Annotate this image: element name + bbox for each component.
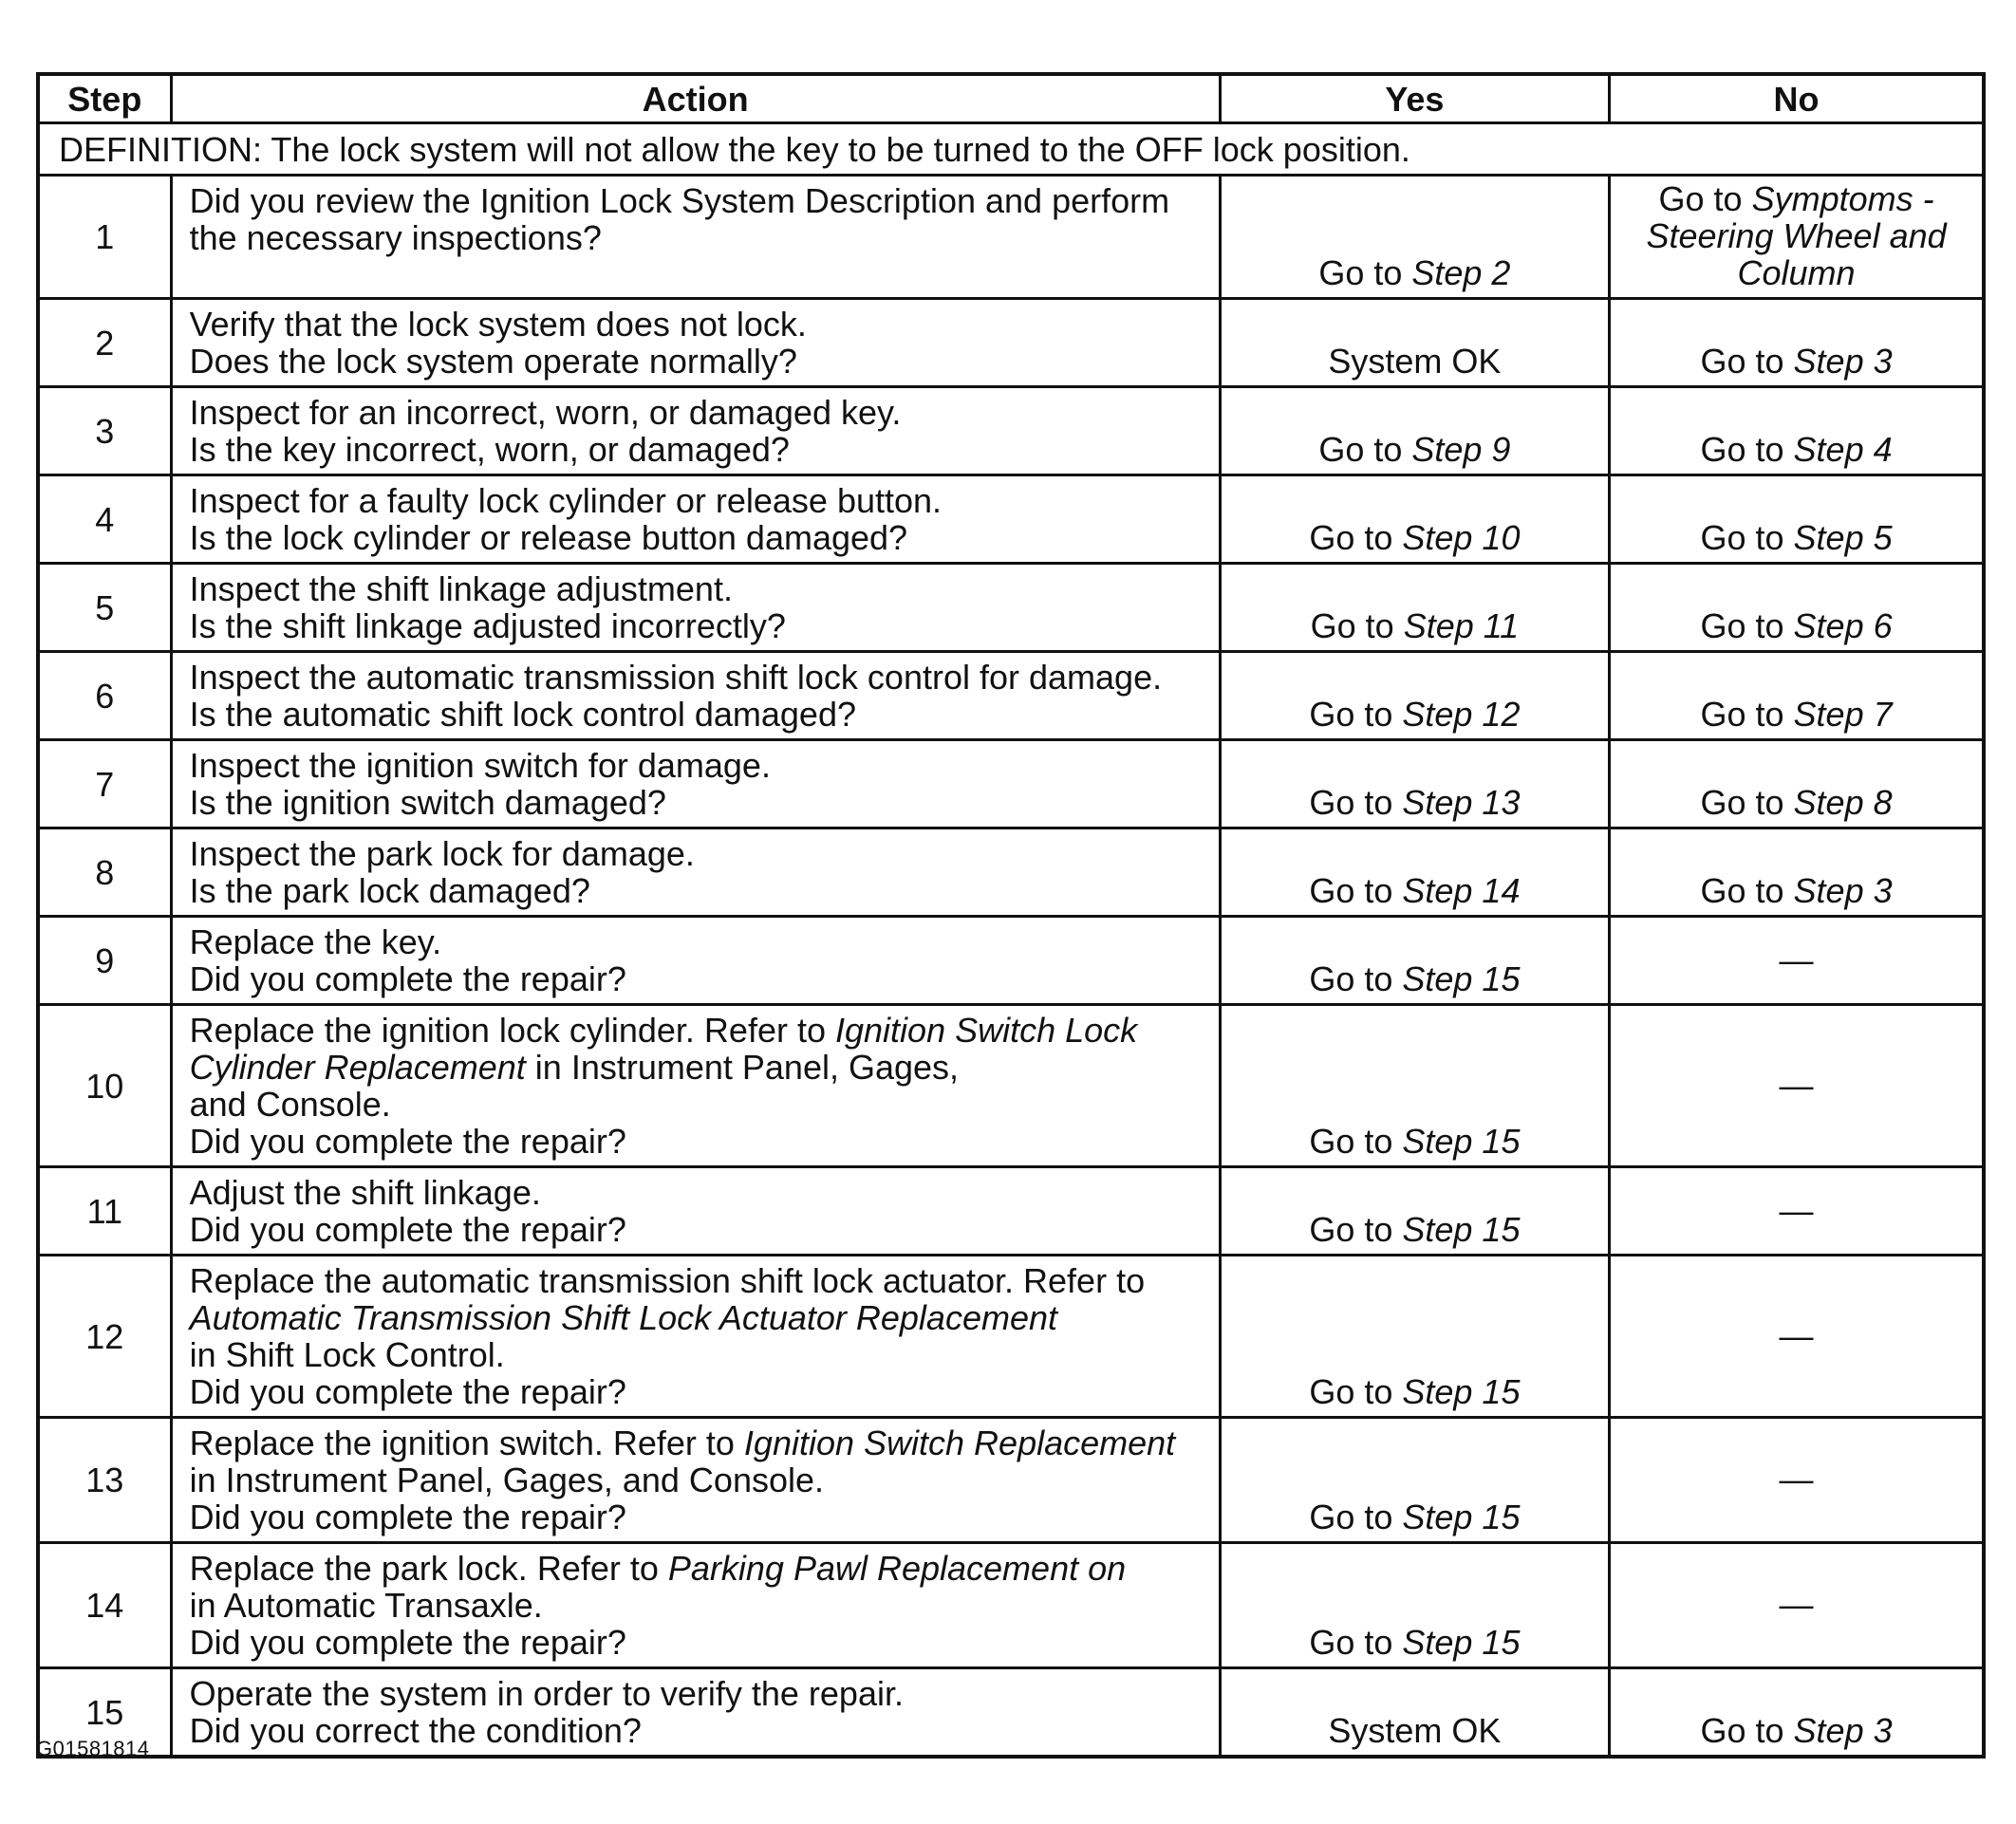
text-segment: —	[1779, 1315, 1814, 1355]
table-row	[38, 1005, 1984, 1167]
table-row	[38, 1167, 1984, 1256]
table-row	[38, 1418, 1984, 1543]
text-segment: Go to	[1700, 430, 1794, 469]
no-cell	[1610, 1543, 1984, 1668]
action-line	[190, 923, 1211, 960]
no-line	[1618, 217, 1974, 254]
step-number: 10	[38, 1005, 171, 1167]
action-line	[190, 1550, 1211, 1587]
no-line	[1618, 872, 1974, 909]
action-line	[190, 1299, 1211, 1336]
no-line	[1618, 607, 1974, 644]
no-cell	[1610, 475, 1984, 564]
yes-cell	[1220, 1005, 1609, 1167]
yes-cell	[1220, 1668, 1609, 1758]
yes-line	[1229, 960, 1600, 997]
text-segment: Go to	[1700, 695, 1794, 734]
action-line	[190, 1012, 1211, 1049]
no-line	[1618, 1712, 1974, 1749]
text-segment: Inspect for a faulty lock cylinder or release button.	[189, 481, 943, 520]
no-line	[1618, 254, 1974, 291]
text-segment: Did you complete the repair?	[189, 1372, 626, 1411]
action-cell	[171, 387, 1220, 475]
no-line	[1618, 941, 1974, 978]
step-number: 12	[38, 1256, 171, 1418]
header-row	[38, 74, 1984, 123]
no-line	[1618, 343, 1974, 380]
yes-line	[1229, 1498, 1600, 1536]
text-segment: Is the lock cylinder or release button damaged?	[189, 518, 908, 557]
no-cell	[1610, 1256, 1984, 1418]
action-line	[190, 607, 1211, 644]
italic-reference: Column	[1737, 253, 1856, 292]
text-segment: Inspect for an incorrect, worn, or damaged key.	[189, 393, 902, 432]
no-cell	[1610, 387, 1984, 475]
text-segment: Did you complete the repair?	[189, 1122, 626, 1161]
text-segment: Inspect the automatic transmission shift lock control for damage.	[189, 658, 1163, 697]
action-line	[190, 306, 1211, 343]
step-number: 9	[38, 917, 171, 1005]
italic-reference: Step 8	[1793, 783, 1893, 822]
no-cell	[1610, 1418, 1984, 1543]
text-segment: Is the automatic shift lock control damaged?	[189, 695, 856, 734]
yes-line	[1229, 1211, 1600, 1248]
action-cell	[171, 1418, 1220, 1543]
text-segment: Go to	[1310, 606, 1404, 645]
italic-reference: Step 3	[1793, 342, 1893, 381]
step-number: 3	[38, 387, 171, 475]
step-number: 6	[38, 652, 171, 740]
action-cell	[171, 475, 1220, 564]
action-line	[190, 1373, 1211, 1410]
text-segment: Go to	[1700, 783, 1794, 822]
text-segment: —	[1779, 1585, 1814, 1624]
action-line	[190, 659, 1211, 696]
text-segment: in Shift Lock Control.	[189, 1335, 505, 1374]
italic-reference: Step 10	[1402, 518, 1521, 557]
italic-reference: Step 13	[1402, 783, 1521, 822]
text-segment: Go to	[1318, 253, 1412, 292]
action-line	[190, 1262, 1211, 1299]
text-segment: Go to	[1309, 959, 1403, 998]
text-segment: Go to	[1309, 1372, 1403, 1411]
no-line	[1618, 1317, 1974, 1354]
text-segment: Go to	[1700, 342, 1794, 381]
text-segment: Operate the system in order to verify the repair.	[189, 1674, 904, 1713]
step-number: 5	[38, 564, 171, 652]
step-number: 15	[38, 1668, 171, 1758]
text-segment: Is the shift linkage adjusted incorrectly?	[189, 606, 786, 645]
text-segment: Is the key incorrect, worn, or damaged?	[189, 430, 790, 469]
yes-cell	[1220, 387, 1609, 475]
action-line	[190, 431, 1211, 468]
action-line	[190, 1461, 1211, 1498]
text-segment: Did you complete the repair?	[189, 1210, 626, 1249]
action-cell	[171, 176, 1220, 299]
italic-reference: Step 15	[1402, 1623, 1521, 1662]
text-segment: Go to	[1309, 1122, 1403, 1161]
table-row	[38, 1256, 1984, 1418]
action-line	[190, 482, 1211, 519]
text-segment: Replace the automatic transmission shift lock actuator. Refer to	[189, 1261, 1146, 1300]
action-cell	[171, 1005, 1220, 1167]
yes-cell	[1220, 828, 1609, 917]
action-line	[190, 784, 1211, 821]
text-segment: and Console.	[189, 1085, 391, 1124]
no-line	[1618, 1461, 1974, 1498]
header-step: Step	[38, 74, 171, 123]
table-row	[38, 828, 1984, 917]
text-segment: in Instrument Panel, Gages,	[525, 1048, 960, 1087]
yes-line	[1229, 431, 1600, 468]
yes-line	[1229, 519, 1600, 556]
text-segment: System OK	[1328, 342, 1502, 381]
action-line	[190, 1336, 1211, 1373]
no-line	[1618, 1586, 1974, 1623]
table-row	[38, 475, 1984, 564]
yes-cell	[1220, 1418, 1609, 1543]
italic-reference: Ignition Switch Lock	[835, 1011, 1138, 1050]
action-line	[190, 1049, 1211, 1086]
italic-reference: Step 12	[1402, 695, 1521, 734]
definition-row	[38, 123, 1984, 176]
action-line	[190, 182, 1211, 219]
no-line	[1618, 696, 1974, 733]
action-line	[190, 1123, 1211, 1160]
no-line	[1618, 1192, 1974, 1229]
yes-line	[1229, 872, 1600, 909]
diagnostic-table	[36, 72, 1986, 1759]
action-line	[190, 747, 1211, 784]
text-segment: Go to	[1309, 1623, 1403, 1662]
text-segment: Go to	[1309, 1498, 1403, 1536]
step-number: 14	[38, 1543, 171, 1668]
step-number: 1	[38, 176, 171, 299]
action-line	[190, 1086, 1211, 1123]
action-line	[190, 343, 1211, 380]
table-row	[38, 387, 1984, 475]
italic-reference: Step 15	[1402, 1210, 1521, 1249]
action-line	[190, 519, 1211, 556]
yes-cell	[1220, 475, 1609, 564]
action-cell	[171, 1668, 1220, 1758]
yes-line	[1229, 254, 1600, 291]
text-segment: Inspect the ignition switch for damage.	[189, 746, 771, 785]
action-cell	[171, 1543, 1220, 1668]
italic-reference: Step 5	[1793, 518, 1893, 557]
text-segment: —	[1779, 1460, 1814, 1498]
italic-reference: Step 14	[1402, 871, 1521, 910]
italic-reference: Step 9	[1411, 430, 1511, 469]
yes-cell	[1220, 652, 1609, 740]
text-segment: Replace the ignition switch. Refer to	[189, 1424, 744, 1462]
text-segment: Go to	[1700, 1711, 1794, 1750]
table-row	[38, 1668, 1984, 1758]
action-cell	[171, 564, 1220, 652]
yes-line	[1229, 1123, 1600, 1160]
text-segment: Does the lock system operate normally?	[189, 342, 797, 381]
text-segment: Is the ignition switch damaged?	[189, 783, 666, 822]
yes-cell	[1220, 1256, 1609, 1418]
italic-reference: Step 7	[1793, 695, 1893, 734]
definition-text: DEFINITION: The lock system will not allow the key to be turned to the OFF lock position.	[38, 123, 1984, 176]
header-yes: Yes	[1220, 74, 1609, 123]
action-line	[190, 1712, 1211, 1749]
action-line	[190, 570, 1211, 607]
italic-reference: Ignition Switch Replacement	[743, 1424, 1176, 1462]
text-segment: Did you complete the repair?	[189, 959, 626, 998]
no-line	[1618, 519, 1974, 556]
action-line	[190, 1624, 1211, 1661]
action-line	[190, 1498, 1211, 1536]
text-segment: Did you correct the condition?	[189, 1711, 642, 1750]
action-line	[190, 1174, 1211, 1211]
action-line	[190, 835, 1211, 872]
no-line	[1618, 784, 1974, 821]
table-row	[38, 917, 1984, 1005]
table-row	[38, 1543, 1984, 1668]
table-row	[38, 740, 1984, 828]
yes-cell	[1220, 299, 1609, 387]
action-cell	[171, 1256, 1220, 1418]
action-cell	[171, 1167, 1220, 1256]
text-segment: Inspect the park lock for damage.	[189, 834, 695, 873]
italic-reference: Cylinder Replacement	[189, 1048, 526, 1087]
text-segment: —	[1779, 1065, 1814, 1105]
text-segment: Is the park lock damaged?	[189, 871, 590, 910]
header-action: Action	[171, 74, 1220, 123]
no-cell	[1610, 1005, 1984, 1167]
text-segment: Verify that the lock system does not lock.	[189, 305, 807, 344]
text-segment: Go to	[1309, 518, 1403, 557]
text-segment: System OK	[1328, 1711, 1502, 1750]
step-number: 4	[38, 475, 171, 564]
action-line	[190, 394, 1211, 431]
no-cell	[1610, 299, 1984, 387]
action-cell	[171, 740, 1220, 828]
table-row	[38, 299, 1984, 387]
italic-reference: Automatic Transmission Shift Lock Actuator Replacement	[189, 1298, 1058, 1337]
no-cell	[1610, 176, 1984, 299]
action-cell	[171, 652, 1220, 740]
text-segment: Replace the ignition lock cylinder. Refer to	[189, 1011, 835, 1050]
text-segment: Replace the key.	[189, 922, 442, 961]
yes-line	[1229, 784, 1600, 821]
italic-reference: Step 15	[1402, 1122, 1521, 1161]
text-segment: in Instrument Panel, Gages, and Console.	[189, 1461, 825, 1499]
yes-line	[1229, 1373, 1600, 1410]
text-segment: in Automatic Transaxle.	[189, 1586, 543, 1625]
yes-cell	[1220, 564, 1609, 652]
action-line	[190, 1424, 1211, 1461]
yes-line	[1229, 1712, 1600, 1749]
header-no: No	[1610, 74, 1984, 123]
action-line	[190, 696, 1211, 733]
no-line	[1618, 431, 1974, 468]
step-number: 8	[38, 828, 171, 917]
action-line	[190, 1211, 1211, 1248]
italic-reference: Step 15	[1402, 1372, 1521, 1411]
yes-line	[1229, 1624, 1600, 1661]
action-line	[190, 872, 1211, 909]
no-cell	[1610, 1668, 1984, 1758]
yes-line	[1229, 607, 1600, 644]
step-number: 2	[38, 299, 171, 387]
text-segment: the necessary inspections?	[189, 218, 602, 257]
text-segment: Inspect the shift linkage adjustment.	[189, 569, 733, 608]
italic-reference: Step 15	[1402, 1498, 1521, 1536]
yes-cell	[1220, 176, 1609, 299]
text-segment: Go to	[1700, 871, 1794, 910]
yes-cell	[1220, 917, 1609, 1005]
no-cell	[1610, 740, 1984, 828]
italic-reference: Steering Wheel and	[1646, 216, 1947, 255]
action-cell	[171, 828, 1220, 917]
text-segment: Go to	[1700, 606, 1794, 645]
table-row	[38, 176, 1984, 299]
text-segment: Go to	[1309, 783, 1403, 822]
action-line	[190, 1587, 1211, 1624]
table-row	[38, 564, 1984, 652]
text-segment: Did you complete the repair?	[189, 1623, 626, 1662]
italic-reference: Step 2	[1411, 253, 1511, 292]
figure-id: G01581814	[36, 1737, 150, 1760]
step-number: 7	[38, 740, 171, 828]
action-line	[190, 960, 1211, 997]
text-segment: Adjust the shift linkage.	[189, 1173, 541, 1212]
no-cell	[1610, 828, 1984, 917]
no-cell	[1610, 1167, 1984, 1256]
italic-reference: Parking Pawl Replacement on	[667, 1549, 1127, 1588]
no-cell	[1610, 652, 1984, 740]
text-segment: Go to	[1658, 179, 1752, 218]
no-cell	[1610, 564, 1984, 652]
no-line	[1618, 1067, 1974, 1104]
yes-cell	[1220, 740, 1609, 828]
no-cell	[1610, 917, 1984, 1005]
step-number: 11	[38, 1167, 171, 1256]
action-line	[190, 1675, 1211, 1712]
action-cell	[171, 917, 1220, 1005]
text-segment: Did you complete the repair?	[189, 1498, 626, 1536]
italic-reference: Step 11	[1403, 606, 1520, 645]
italic-reference: Step 15	[1402, 959, 1521, 998]
text-segment: Go to	[1700, 518, 1794, 557]
text-segment: Replace the park lock. Refer to	[189, 1549, 668, 1588]
yes-cell	[1220, 1543, 1609, 1668]
italic-reference: Step 3	[1793, 871, 1893, 910]
table-row	[38, 652, 1984, 740]
italic-reference: Step 4	[1793, 430, 1893, 469]
italic-reference: Step 6	[1793, 606, 1893, 645]
italic-reference: Symptoms -	[1751, 179, 1934, 218]
text-segment: Did you review the Ignition Lock System Description and perform	[189, 181, 1170, 220]
text-segment: Go to	[1318, 430, 1412, 469]
text-segment: Go to	[1309, 1210, 1403, 1249]
text-segment: —	[1779, 1190, 1814, 1230]
yes-line	[1229, 343, 1600, 380]
action-line	[190, 219, 1211, 256]
no-line	[1618, 180, 1974, 217]
text-segment: Go to	[1309, 695, 1403, 734]
action-cell	[171, 299, 1220, 387]
text-segment: —	[1779, 940, 1814, 979]
text-segment: Go to	[1309, 871, 1403, 910]
yes-cell	[1220, 1167, 1609, 1256]
yes-line	[1229, 696, 1600, 733]
step-number: 13	[38, 1418, 171, 1543]
italic-reference: Step 3	[1793, 1711, 1893, 1750]
